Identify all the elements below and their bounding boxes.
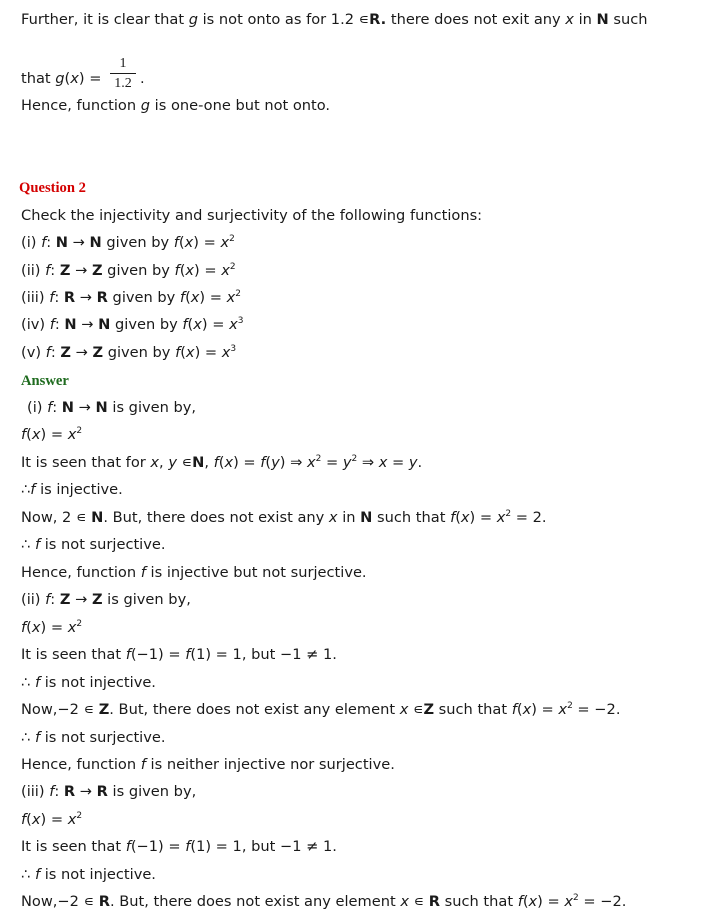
text-line: Hence, function g is one-one but not onto. [21,97,331,114]
question-item: (ii) f: Z → Z given by $f(x) = x^2$ [21,262,236,279]
fraction-numerator: 1 [119,56,127,71]
question-item: (i) f: N → N given by $f(x) = x^2$ [21,234,235,251]
fraction-bar [110,73,136,74]
answer-line: Now,−2 ∊ Z. But, there does not exist any element x ∊Z such that $f(x) = x^2 = -2$. [21,701,621,718]
fraction-denominator: 1.2 [114,76,132,91]
answer-part-heading: (i) f: N → N is given by, [27,399,197,416]
answer-line: Now, 2 ∊ N. But, there does not exist any x in N such that $f(x) = x^2 = 2$. [21,509,547,526]
answer-line: Hence, function f is injective but not surjective. [21,564,367,581]
answer-part-heading: (ii) f: Z → Z is given by, [21,591,191,608]
question-item: (iii) f: R → R given by $f(x) = x^2$ [21,289,241,306]
fraction-period: . [140,70,145,87]
question-item: (v) f: Z → Z given by $f(x) = x^3$ [21,344,237,361]
answer-line: Hence, function f is neither injective nor surjective. [21,756,395,773]
text-line: Further, it is clear that g is not onto as for 1.2 ∊R. there does not exit any x in N such [21,11,648,28]
answer-line: It is seen that for x, y ∊N, f(x) = f(y) ⇒ $x^2 = y^2$ ⇒ x = y. [21,454,423,471]
answer-line: Now,−2 ∊ R. But, there does not exist any element x ∊ R such that $f(x) = x^2 = -2$. [21,893,627,910]
answer-line: $f(x) = x^2$ [21,426,83,443]
text-line: that g(x) = [21,70,102,87]
answer-line: $f(x) = x^2$ [21,811,83,828]
answer-line: It is seen that f(−1) = f(1) = 1, but −1 ≠ 1. [21,838,337,855]
answer-line: $f(x) = x^2$ [21,619,83,636]
question-title: Question 2 [19,180,86,196]
question-intro: Check the injectivity and surjectivity of the following functions: [21,207,483,224]
answer-line: ∴ f is not surjective. [21,729,166,746]
answer-line: It is seen that f(−1) = f(1) = 1, but −1 ≠ 1. [21,646,337,663]
fraction [108,55,138,92]
answer-line: ∴ f is not surjective. [21,536,166,553]
question-item: (iv) f: N → N given by $f(x) = x^3$ [21,316,244,333]
answer-line: ∴ f is not injective. [21,866,156,883]
answer-line: ∴ f is not injective. [21,674,156,691]
answer-title: Answer [21,373,69,389]
answer-line: ∴f is injective. [21,481,123,498]
answer-part-heading: (iii) f: R → R is given by, [21,783,197,800]
